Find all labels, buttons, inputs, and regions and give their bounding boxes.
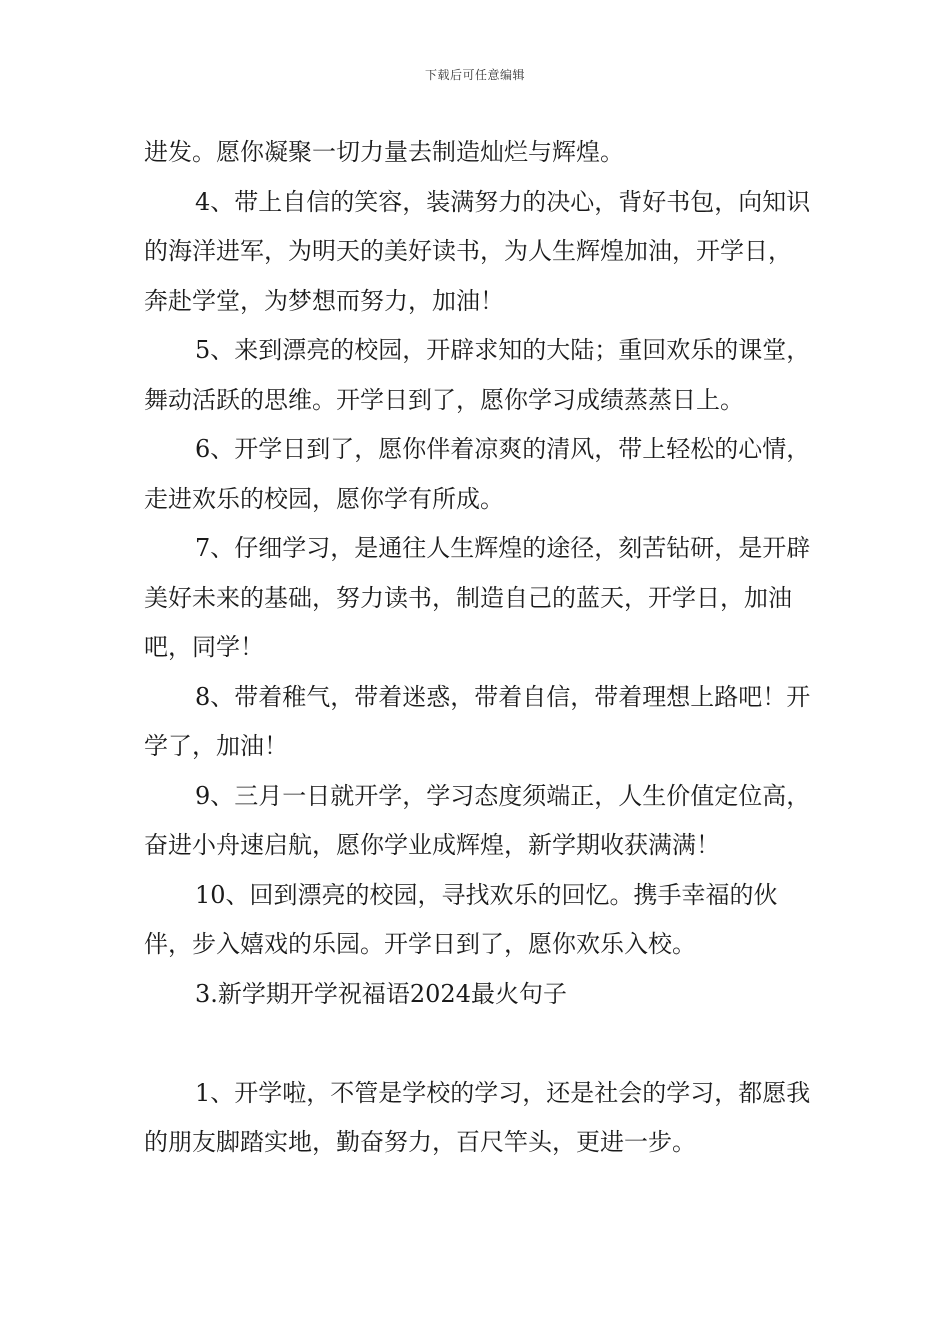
paragraph: 1、开学啦，不管是学校的学习，还是社会的学习，都愿我的朋友脚踏实地，勤奋努力，百尺竿头，更进一步。 <box>144 1078 811 1156</box>
paragraph: 9、三月一日就开学，学习态度须端正，人生价值定位高，奋进小舟速启航，愿你学业成辉煌，新学期收获满满！ <box>144 781 811 859</box>
paragraph: 4、带上自信的笑容，装满努力的决心，背好书包，向知识的海洋进军，为明天的美好读书，为人生辉煌加油，开学日，奔赴学堂，为梦想而努力，加油！ <box>144 187 811 315</box>
paragraph: 进发。愿你凝聚一切力量去制造灿烂与辉煌。 <box>144 138 624 166</box>
paragraph: 7、仔细学习，是通往人生辉煌的途径，刻苦钻研，是开辟美好未来的基础，努力读书，制造自己的蓝天，开学日，加油吧，同学！ <box>144 534 811 661</box>
section-heading: 3.新学期开学祝福语2024最火句子 <box>195 979 567 1008</box>
paragraph: 10、回到漂亮的校园，寻找欢乐的回忆。携手幸福的伙伴，步入嬉戏的乐园。开学日到了，愿你欢乐入校。 <box>144 880 778 958</box>
blank-line <box>144 1019 814 1069</box>
page-header: 下载后可任意编辑 <box>424 68 525 82</box>
paragraph: 5、来到漂亮的校园，开辟求知的大陆；重回欢乐的课堂，舞动活跃的思维。开学日到了，愿你学习成绩蒸蒸日上。 <box>144 336 811 414</box>
document-body <box>144 128 814 1168</box>
paragraph: 6、开学日到了，愿你伴着凉爽的清风，带上轻松的心情，走进欢乐的校园，愿你学有所成。 <box>144 435 811 513</box>
paragraph: 8、带着稚气，带着迷惑，带着自信，带着理想上路吧！开学了，加油！ <box>144 682 811 760</box>
